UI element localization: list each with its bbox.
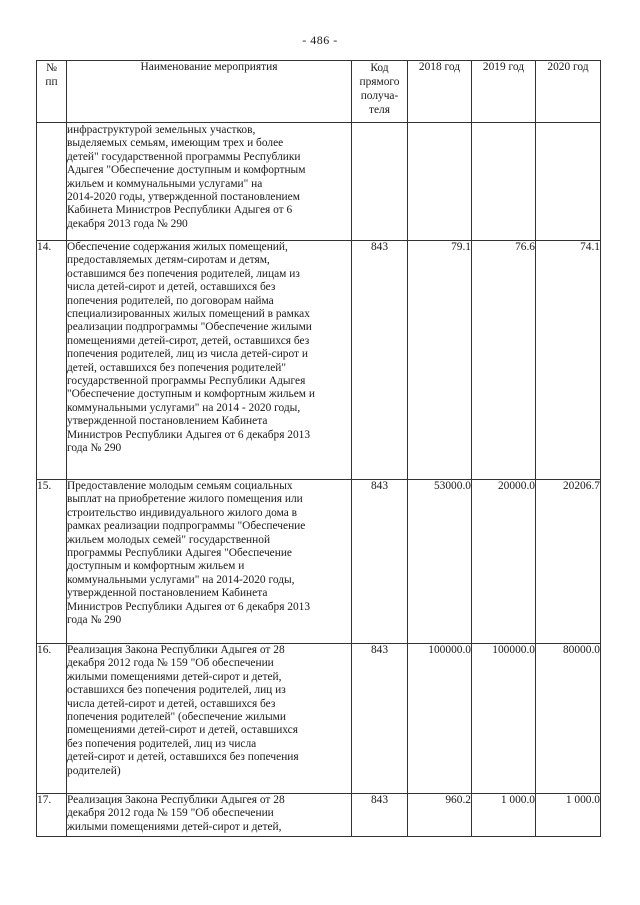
page-number: - 486 -: [302, 33, 338, 47]
row-2019: 1 000.0: [472, 794, 536, 837]
budget-table: [36, 60, 601, 837]
table-header-row: [37, 61, 601, 123]
row-2018: [408, 123, 472, 241]
header-2018: [408, 61, 472, 123]
table-row: [37, 794, 601, 837]
header-num: [37, 61, 67, 123]
row-2020: 1 000.0: [536, 794, 601, 837]
row-name: Обеспечение содержания жилых помещений, предоставляемых детям-сиротам и детям, оставшимся без попечения родителей, лицам из числа детей-сирот и детей, оставшихся без попечения родителей, по договорам найма специализированных жилых помещений в рамках реализации подпрограммы "Обеспечение жилыми помещениями детей-сирот, детей, оставшихся без попечения родителей, лиц из числа детей-сирот и детей, оставшихся без попечения родителей" государственной программы Республики Адыгея "Обеспечение доступным и комфортным жильем и коммунальными услугами" на 2014 - 2020 годы, утвержденной постановлением Кабинета Министров Республики Адыгея от 6 декабря 2013 года № 290: [67, 241, 352, 480]
row-2018: 79.1: [408, 241, 472, 480]
header-num-label: № пп: [45, 62, 58, 88]
row-2020: 74.1: [536, 241, 601, 480]
row-code: 843: [352, 480, 408, 644]
row-code: [352, 123, 408, 241]
row-code: 843: [352, 241, 408, 480]
header-2019-label: 2019 год: [482, 61, 525, 73]
row-num: 14.: [37, 241, 67, 480]
row-num: [37, 123, 67, 241]
table-row: [37, 241, 601, 480]
row-2018: 100000.0: [408, 644, 472, 794]
row-2019: 100000.0: [472, 644, 536, 794]
row-name: Предоставление молодым семьям социальных выплат на приобретение жилого помещения или строительство индивидуального жилого дома в рамках реализации подпрограммы "Обеспечение жильем молодых семей" государственной программы Республики Адыгея "Обеспечение доступным и комфортным жильем и коммунальными услугами" на 2014-2020 годы, утвержденной постановлением Кабинета Министров Республики Адыгея от 6 декабря 2013 года № 290: [67, 480, 352, 644]
row-2018: 53000.0: [408, 480, 472, 644]
row-2020: 80000.0: [536, 644, 601, 794]
row-2020: 20206.7: [536, 480, 601, 644]
row-num: 17.: [37, 794, 67, 837]
row-2019: 20000.0: [472, 480, 536, 644]
header-name: [67, 61, 352, 123]
header-2020: [536, 61, 601, 123]
row-code: 843: [352, 794, 408, 837]
header-2019: [472, 61, 536, 123]
row-num: 16.: [37, 644, 67, 794]
row-2019: [472, 123, 536, 241]
row-2018: 960.2: [408, 794, 472, 837]
table-row: [37, 644, 601, 794]
header-code-label: Код прямого получа- теля: [359, 62, 400, 116]
table-row: [37, 480, 601, 644]
row-2019: 76.6: [472, 241, 536, 480]
header-2018-label: 2018 год: [418, 61, 461, 73]
row-num: 15.: [37, 480, 67, 644]
header-name-label: Наименование мероприятия: [140, 61, 278, 73]
row-code: 843: [352, 644, 408, 794]
header-2020-label: 2020 год: [547, 61, 589, 73]
row-name: Реализация Закона Республики Адыгея от 28 декабря 2012 года № 159 "Об обеспечении жилыми помещениями детей-сирот и детей,: [67, 794, 352, 837]
row-2020: [536, 123, 601, 241]
row-name: инфраструктурой земельных участков, выделяемых семьям, имеющим трех и более детей" государственной программы Республики Адыгея "Обеспечение доступным и комфортным жильем и коммунальными услугами" на 2014-2020 годы, утвержденной постановлением Кабинета Министров Республики Адыгея от 6 декабря 2013 года № 290: [67, 123, 352, 241]
table-row: [37, 123, 601, 241]
header-code: [352, 61, 408, 123]
row-name: Реализация Закона Республики Адыгея от 28 декабря 2012 года № 159 "Об обеспечении жилыми помещениями детей-сирот и детей, оставшихся без попечения родителей, лиц из числа детей-сирот и детей, оставшихся без попечения родителей" (обеспечение жилыми помещениями детей-сирот и детей, оставшихся без попечения родителей, лиц из числа детей-сирот и детей, оставшихся без попечения родителей): [67, 644, 352, 794]
